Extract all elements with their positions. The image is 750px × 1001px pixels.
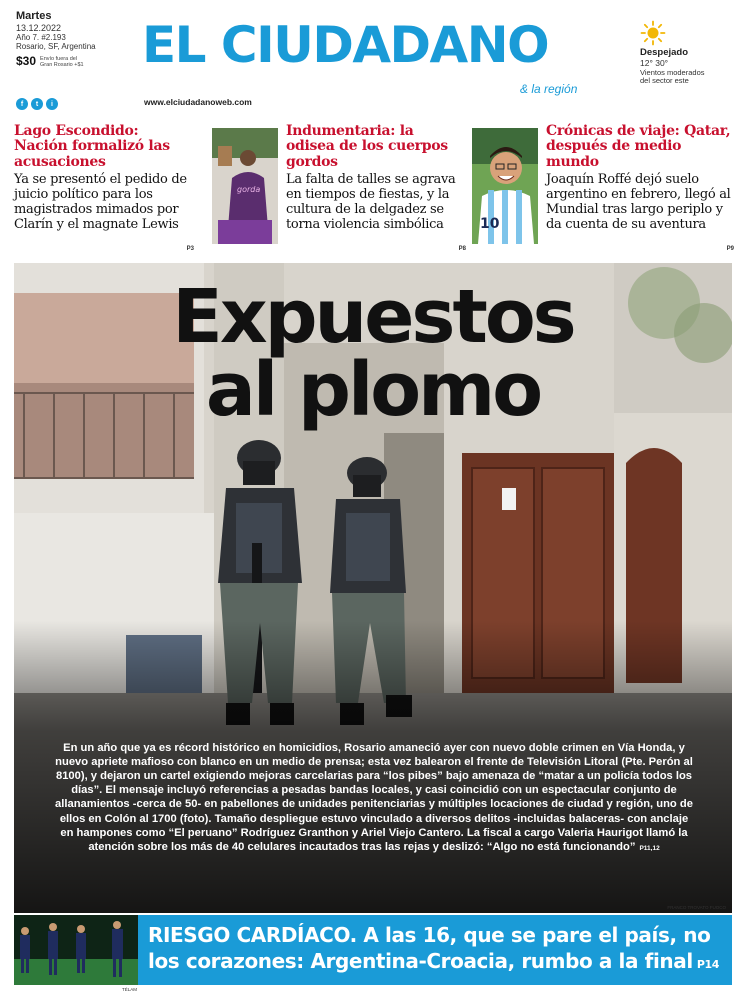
svg-text:gorda: gorda <box>237 185 261 194</box>
price-label: $30 <box>16 54 37 69</box>
teaser-image-qatar[interactable] <box>472 128 538 244</box>
teaser-page: P3 <box>186 246 194 252</box>
banner-page: P14 <box>696 958 719 972</box>
banner-text: RIESGO CARDÍACO. A las 16, que se pare el país, no los corazones: Argentina-Croacia, rumbo a la final <box>148 923 711 974</box>
facebook-icon[interactable]: f <box>16 98 28 110</box>
headline-line-2: al plomo <box>205 346 541 433</box>
banner-photo <box>14 915 138 985</box>
teaser-body: Ya se presentó el pedido de juicio político para los magistrados mimados por Clarín y el magnate Lewis <box>14 172 187 233</box>
lead-story-text <box>54 741 694 854</box>
weather-wind-1: Vientos moderados <box>640 67 705 77</box>
teaser-body: Joaquín Roffé dejó suelo argentino en febrero, llegó al Mundial tras largo periplo y da cuenta de su aventura <box>546 172 731 233</box>
website-link[interactable]: www.elciudadanoweb.com <box>144 97 252 107</box>
location-label: Rosario, SF, Argentina <box>16 42 96 52</box>
teaser-body: La falta de talles se agrava en tiempos de fiestas, y la cultura de la delgadez se torna violencia simbólica <box>286 172 456 233</box>
teaser-indumentaria[interactable] <box>286 124 466 252</box>
social-links <box>16 98 58 110</box>
date-label: 13.12.2022 <box>16 22 62 33</box>
teaser-lago-escondido[interactable] <box>14 124 194 252</box>
twitter-icon[interactable]: t <box>31 98 43 110</box>
teaser-title: Crónicas de viaje: Qatar, después de medio mundo <box>546 123 731 170</box>
weather-temperature: 12° 30° <box>640 57 669 68</box>
teaser-qatar[interactable] <box>546 124 734 252</box>
main-headline <box>14 274 732 433</box>
price-note <box>40 56 84 68</box>
top-teasers <box>0 124 750 256</box>
svg-text:10: 10 <box>480 216 500 232</box>
price-note-line-1: Envío fuera del <box>40 56 78 63</box>
weather-box <box>640 20 740 86</box>
newspaper-logo[interactable] <box>142 16 594 82</box>
price-row <box>16 55 126 69</box>
region-tagline: & la región <box>520 82 578 96</box>
weather-wind-2: del sector este <box>640 76 689 86</box>
masthead <box>0 0 750 118</box>
instagram-icon[interactable]: i <box>46 98 58 110</box>
teaser-image-indumentaria[interactable] <box>212 128 278 244</box>
sun-icon <box>640 20 666 46</box>
price-note-line-2: Gran Rosario +$1 <box>40 62 84 69</box>
banner-headline <box>148 922 728 975</box>
lead-story[interactable] <box>14 263 732 913</box>
photo-credit: FRANCO TROVATO FUOCO <box>667 905 726 910</box>
logo-text: EL CIUDADANO <box>142 16 549 74</box>
lede-body: En un año que ya es récord histórico en homicidios, Rosario amaneció ayer con nuevo doble crimen en Vía Honda, y nuevo apriete mafioso con blanco en un medio de prensa; esta vez balearon el frente de Televisión Litoral (Pte. Perón al 8100), y dejaron un cartel exigiendo mejoras carcelarias para “los pibes” bajo amenaza de “matar a un policía todos los días”. El mensaje incluyó referencias a pesadas bandas locales, y casi coincidió con un espectacular conjunto de allanamientos -cerca de 50- en pabellones de unidades penitenciarias y múltiples locaciones de ciudad y región, uno de ellos en Colón al 1700 (foto). Tamaño despliegue estuvo vinculado a diversos delitos -incluidas balaceras- con anclaje en hampones como “El peruano” Rodríguez Granthon y Ariel Viejo Cantero. La fiscal a cargo Valeria Haurigot llamó la atención sobre los más de 40 celulares incautados tras las rejas y deslizó: “Algo no está funcionando” <box>55 742 693 853</box>
banner-photo-credit: TÉLAM <box>122 987 138 992</box>
teaser-page: P9 <box>726 246 734 252</box>
weather-condition: Despejado <box>640 47 689 58</box>
teaser-title: Lago Escondido: Nación formalizó las acusaciones <box>14 123 170 170</box>
date-block <box>16 10 126 69</box>
issue-number: Año 7. #2.193 <box>16 32 66 42</box>
teaser-title: Indumentaria: la odisea de los cuerpos gordos <box>286 123 448 170</box>
day-label: Martes <box>16 10 52 22</box>
sports-banner[interactable] <box>14 915 732 985</box>
teaser-page: P8 <box>458 246 466 252</box>
lede-page: P11,12 <box>639 844 660 852</box>
headline-line-1: Expuestos <box>172 274 574 360</box>
